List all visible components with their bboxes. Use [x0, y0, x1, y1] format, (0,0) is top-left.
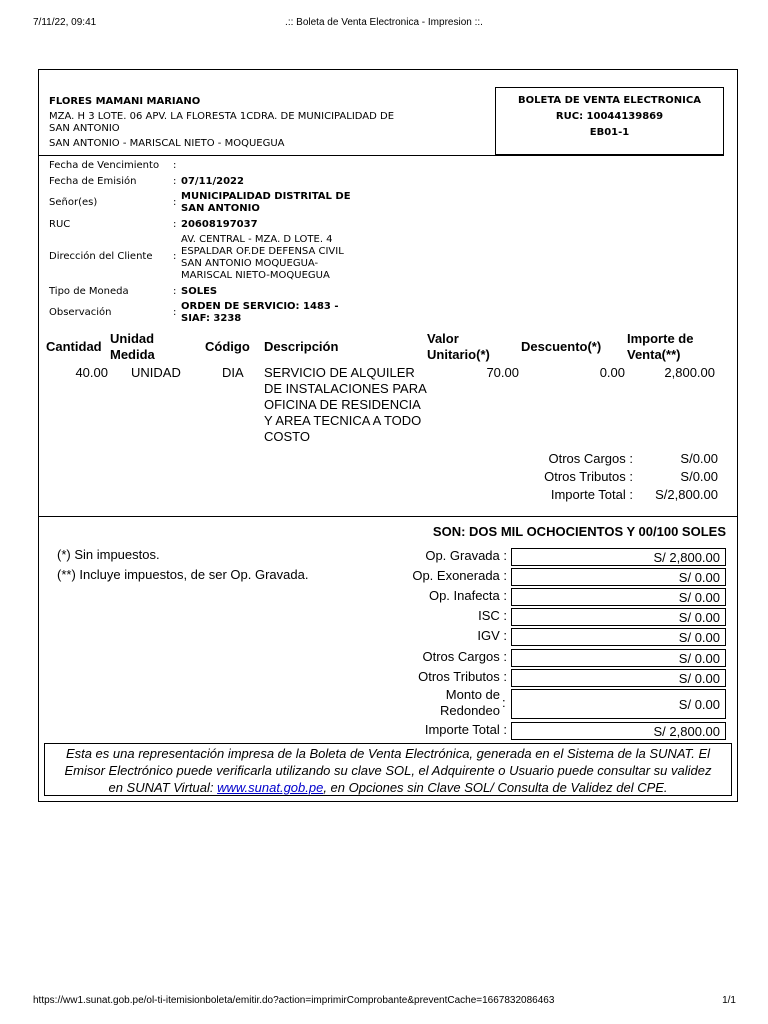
value-ruc: 20608197037: [181, 219, 258, 230]
value-observacion-2: SIAF: 3238: [181, 313, 242, 324]
sep: :: [173, 197, 177, 208]
value-monto-redondeo: S/ 0.00: [511, 689, 726, 719]
col-header-importe-1: Importe de: [627, 331, 694, 346]
col-header-valor-1: Valor: [427, 331, 459, 346]
label-op-inafecta: Op. Inafecta :: [428, 588, 507, 603]
print-page-title: .:: Boleta de Venta Electronica - Impresion ::.: [285, 17, 483, 28]
value-op-gravada: S/ 2,800.00: [511, 548, 726, 566]
value-otros-tributos-resumen: S/ 0.00: [511, 669, 726, 687]
sep: :: [173, 307, 177, 318]
cell-importe: 2,800.00: [664, 365, 715, 380]
value-direccion-2: ESPALDAR OF.DE DEFENSA CIVIL: [181, 246, 344, 257]
emisor-direccion-3: SAN ANTONIO - MARISCAL NIETO - MOQUEGUA: [49, 138, 285, 149]
note-sin-impuestos: (*) Sin impuestos.: [57, 547, 160, 562]
document-id-box: [495, 87, 724, 155]
cell-descripcion-2: DE INSTALACIONES PARA: [264, 381, 427, 396]
amount-in-words: SON: DOS MIL OCHOCIENTOS Y 00/100 SOLES: [432, 524, 726, 539]
label-isc: ISC :: [478, 608, 507, 623]
col-header-importe-2: Venta(**): [627, 347, 681, 362]
label-moneda: Tipo de Moneda: [49, 286, 129, 297]
label-importe-total-resumen: Importe Total :: [424, 722, 507, 737]
value-op-inafecta: S/ 0.00: [511, 588, 726, 606]
value-fecha-emision: 07/11/2022: [181, 176, 244, 187]
cell-valor: 70.00: [486, 365, 519, 380]
sep: :: [173, 176, 177, 187]
notice-line-3-post: , en Opciones sin Clave SOL/ Consulta de Validez del CPE.: [323, 780, 668, 795]
value-direccion-1: AV. CENTRAL - MZA. D LOTE. 4: [181, 234, 333, 245]
cell-descripcion-1: SERVICIO DE ALQUILER: [264, 365, 415, 380]
value-otros-tributos: S/0.00: [680, 469, 718, 484]
print-url: https://ww1.sunat.gob.pe/ol-ti-itemisionboleta/emitir.do?action=imprimirComprobante&preventCache=1667832086463: [33, 995, 555, 1006]
cell-unidad: UNIDAD: [131, 365, 181, 380]
emisor-nombre: FLORES MAMANI MARIANO: [49, 96, 201, 107]
label-observacion: Observación: [49, 307, 112, 318]
label-otros-cargos: Otros Cargos :: [548, 451, 633, 466]
document-type: BOLETA DE VENTA ELECTRONICA: [518, 95, 701, 106]
col-header-valor-2: Unitario(*): [427, 347, 490, 362]
sep: :: [173, 251, 177, 262]
label-fecha-emision: Fecha de Emisión: [49, 176, 137, 187]
emisor-direccion-2: SAN ANTONIO: [49, 123, 120, 134]
label-fecha-vencimiento: Fecha de Vencimiento: [49, 160, 160, 171]
label-importe-total: Importe Total :: [550, 487, 633, 502]
divider: [38, 516, 738, 517]
label-direccion: Dirección del Cliente: [49, 251, 153, 262]
col-header-unidad-2: Medida: [110, 347, 155, 362]
note-incluye-impuestos: (**) Incluye impuestos, de ser Op. Gravada.: [57, 567, 309, 582]
cell-codigo: DIA: [222, 365, 244, 380]
label-igv: IGV :: [477, 628, 507, 643]
emisor-direccion-1: MZA. H 3 LOTE. 06 APV. LA FLORESTA 1CDRA. DE MUNICIPALIDAD DE: [49, 111, 395, 122]
col-header-unidad-1: Unidad: [110, 331, 155, 346]
document-ruc: RUC: 10044139869: [555, 111, 664, 122]
col-header-descuento: Descuento(*): [521, 339, 602, 354]
cell-descuento: 0.00: [599, 365, 625, 380]
notice-line-3: [45, 779, 731, 796]
cell-descripcion-4: Y AREA TECNICA A TODO: [264, 413, 422, 428]
label-otros-tributos-resumen: Otros Tributos :: [418, 669, 507, 684]
col-header-descripcion: Descripción: [264, 339, 339, 354]
sep: :: [502, 695, 506, 710]
value-otros-cargos: S/0.00: [680, 451, 718, 466]
divider: [38, 155, 724, 156]
value-direccion-4: MARISCAL NIETO-MOQUEGUA: [181, 270, 330, 281]
notice-line-3-pre: en SUNAT Virtual:: [108, 780, 218, 795]
sunat-notice: [44, 743, 732, 796]
value-senor-1: MUNICIPALIDAD DISTRITAL DE: [181, 191, 351, 202]
value-importe-total-resumen: S/ 2,800.00: [511, 722, 726, 740]
label-monto-redondeo: [420, 687, 500, 719]
cell-descripcion-5: COSTO: [264, 429, 310, 444]
document-serie: EB01-1: [589, 127, 630, 138]
value-igv: S/ 0.00: [511, 628, 726, 646]
label-senor: Señor(es): [49, 197, 98, 208]
print-page-count: 1/1: [722, 995, 736, 1006]
sep: :: [173, 286, 177, 297]
label-op-exonerada: Op. Exonerada :: [412, 568, 507, 583]
value-op-exonerada: S/ 0.00: [511, 568, 726, 586]
label-monto-redondeo-2: Redondeo: [440, 703, 500, 718]
col-header-codigo: Código: [205, 339, 250, 354]
value-otros-cargos-resumen: S/ 0.00: [511, 649, 726, 667]
cell-descripcion-3: OFICINA DE RESIDENCIA: [264, 397, 421, 412]
label-op-gravada: Op. Gravada :: [425, 548, 507, 563]
value-direccion-3: SAN ANTONIO MOQUEGUA-: [181, 258, 319, 269]
value-senor-2: SAN ANTONIO: [181, 203, 260, 214]
sep: :: [173, 219, 177, 230]
label-ruc: RUC: [49, 219, 71, 230]
value-observacion-1: ORDEN DE SERVICIO: 1483 -: [181, 301, 339, 312]
cell-cantidad: 40.00: [75, 365, 108, 380]
value-moneda: SOLES: [181, 286, 218, 297]
notice-line-2: Emisor Electrónico puede verificarla utilizando su clave SOL, el Adquirente o Usuario puede consultar su validez: [64, 763, 712, 778]
notice-line-1: Esta es una representación impresa de la Boleta de Venta Electrónica, generada en el Sistema de la SUNAT. El: [65, 746, 711, 761]
label-monto-redondeo-1: Monto de: [445, 687, 500, 702]
sunat-link[interactable]: www.sunat.gob.pe: [217, 780, 324, 795]
label-otros-tributos: Otros Tributos :: [544, 469, 633, 484]
value-isc: S/ 0.00: [511, 608, 726, 626]
value-importe-total: S/2,800.00: [655, 487, 718, 502]
sep: :: [173, 160, 177, 171]
col-header-cantidad: Cantidad: [46, 339, 102, 354]
label-otros-cargos-resumen: Otros Cargos :: [422, 649, 507, 664]
print-datetime: 7/11/22, 09:41: [33, 17, 97, 28]
